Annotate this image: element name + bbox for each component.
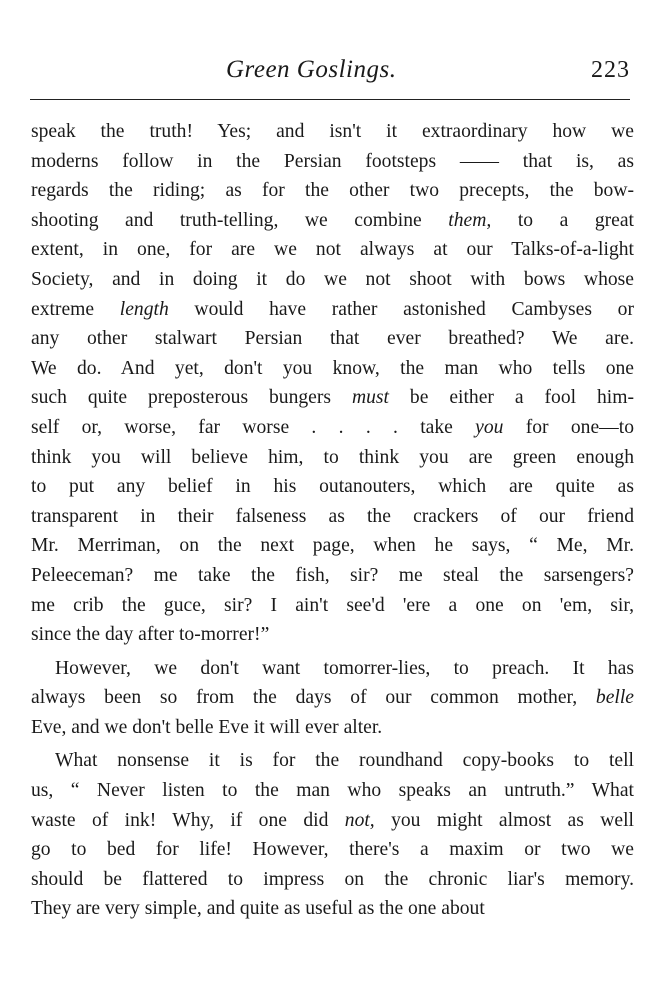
text-line xyxy=(31,654,634,684)
text-run: self or, worse, far worse . . . . take xyxy=(31,416,476,438)
text-line xyxy=(31,502,634,532)
text-run: They are very simple, and quite as useful as the one about xyxy=(31,898,485,920)
text-run: me crib the guce, sir? I ain't see'd 'ere a one on 'em, sir, xyxy=(31,594,634,616)
text-line xyxy=(31,413,634,443)
text-run: think you will believe him, to think you are green enough xyxy=(31,446,634,468)
text-run: should be flattered to impress on the chronic liar's memory. xyxy=(31,868,634,890)
text-run: Society, and in doing it do we not shoot with bows whose xyxy=(31,268,634,290)
text-run: However, we don't want tomorrer-lies, to preach. It has xyxy=(55,657,634,679)
text-run: shooting and truth-telling, we combine xyxy=(31,209,449,231)
paragraph xyxy=(31,117,634,650)
text-run: to a great xyxy=(491,209,635,231)
paragraph xyxy=(31,746,634,924)
text-line xyxy=(31,472,634,502)
text-run: moderns follow in the Persian footsteps —— that is, as xyxy=(31,150,634,172)
text-line xyxy=(31,383,634,413)
text-line xyxy=(31,324,634,354)
text-line xyxy=(31,206,634,236)
running-title: Green Goslings. xyxy=(226,56,397,83)
text-run: any other stalwart Persian that ever breathed? We are. xyxy=(31,328,634,350)
text-line xyxy=(31,443,634,473)
text-run: would have rather astonished Cambyses or xyxy=(168,298,634,320)
page-number: 223 xyxy=(591,57,630,83)
text-line xyxy=(31,835,634,865)
text-line xyxy=(31,117,634,147)
italic-text: must xyxy=(351,387,389,409)
italic-text: them, xyxy=(448,209,492,231)
text-line xyxy=(31,531,634,561)
text-line xyxy=(31,776,634,806)
text-line xyxy=(31,295,634,325)
text-line xyxy=(31,354,634,384)
text-line xyxy=(31,806,634,836)
text-run: such quite preposterous bungers xyxy=(31,387,352,409)
running-header xyxy=(30,56,630,100)
text-line xyxy=(31,865,634,895)
italic-text: not, xyxy=(344,809,375,831)
text-run: We do. And yet, don't you know, the man who tells one xyxy=(31,357,634,379)
text-line xyxy=(31,591,634,621)
text-line xyxy=(31,235,634,265)
text-run: extreme xyxy=(31,298,120,320)
text-run: Mr. Merriman, on the next page, when he says, “ Me, Mr. xyxy=(31,535,634,557)
text-run: speak the truth! Yes; and isn't it extraordinary how we xyxy=(31,121,634,142)
paragraph xyxy=(31,654,634,743)
text-line xyxy=(31,746,634,776)
text-line xyxy=(31,620,634,650)
text-run: be either a fool him- xyxy=(389,387,635,409)
text-line xyxy=(31,894,634,924)
body-text xyxy=(31,117,634,924)
text-run: waste of ink! Why, if one did xyxy=(31,809,345,831)
text-run: Eve, and we don't belle Eve it will ever alter. xyxy=(31,716,383,738)
text-line xyxy=(31,147,634,177)
text-line xyxy=(31,683,634,713)
text-run: you might almost as well xyxy=(374,809,634,831)
text-line xyxy=(31,561,634,591)
text-run: What nonsense it is for the roundhand copy-books to tell xyxy=(55,750,634,772)
text-run: us, “ Never listen to the man who speaks an untruth.” What xyxy=(31,780,634,802)
text-run: Peleeceman? me take the fish, sir? me steal the sarsengers? xyxy=(31,564,634,586)
italic-text: you xyxy=(475,416,504,438)
text-line xyxy=(31,265,634,295)
text-run: transparent in their falseness as the crackers of our friend xyxy=(31,505,634,527)
text-run: go to bed for life! However, there's a maxim or two we xyxy=(31,839,634,861)
text-run: always been so from the days of our common mother, xyxy=(31,687,596,709)
text-run: extent, in one, for are we not always at our Talks-of-a-light xyxy=(31,239,634,261)
header-rule xyxy=(30,99,630,100)
italic-text: belle xyxy=(595,687,634,709)
italic-text: length xyxy=(119,298,169,320)
text-line xyxy=(31,713,634,743)
text-run: regards the riding; as for the other two precepts, the bow- xyxy=(31,180,634,202)
text-run: for one—to xyxy=(503,416,634,438)
text-line xyxy=(31,176,634,206)
text-run: to put any belief in his outanouters, which are quite as xyxy=(31,476,634,498)
text-run: since the day after to-morrer!” xyxy=(31,624,270,646)
